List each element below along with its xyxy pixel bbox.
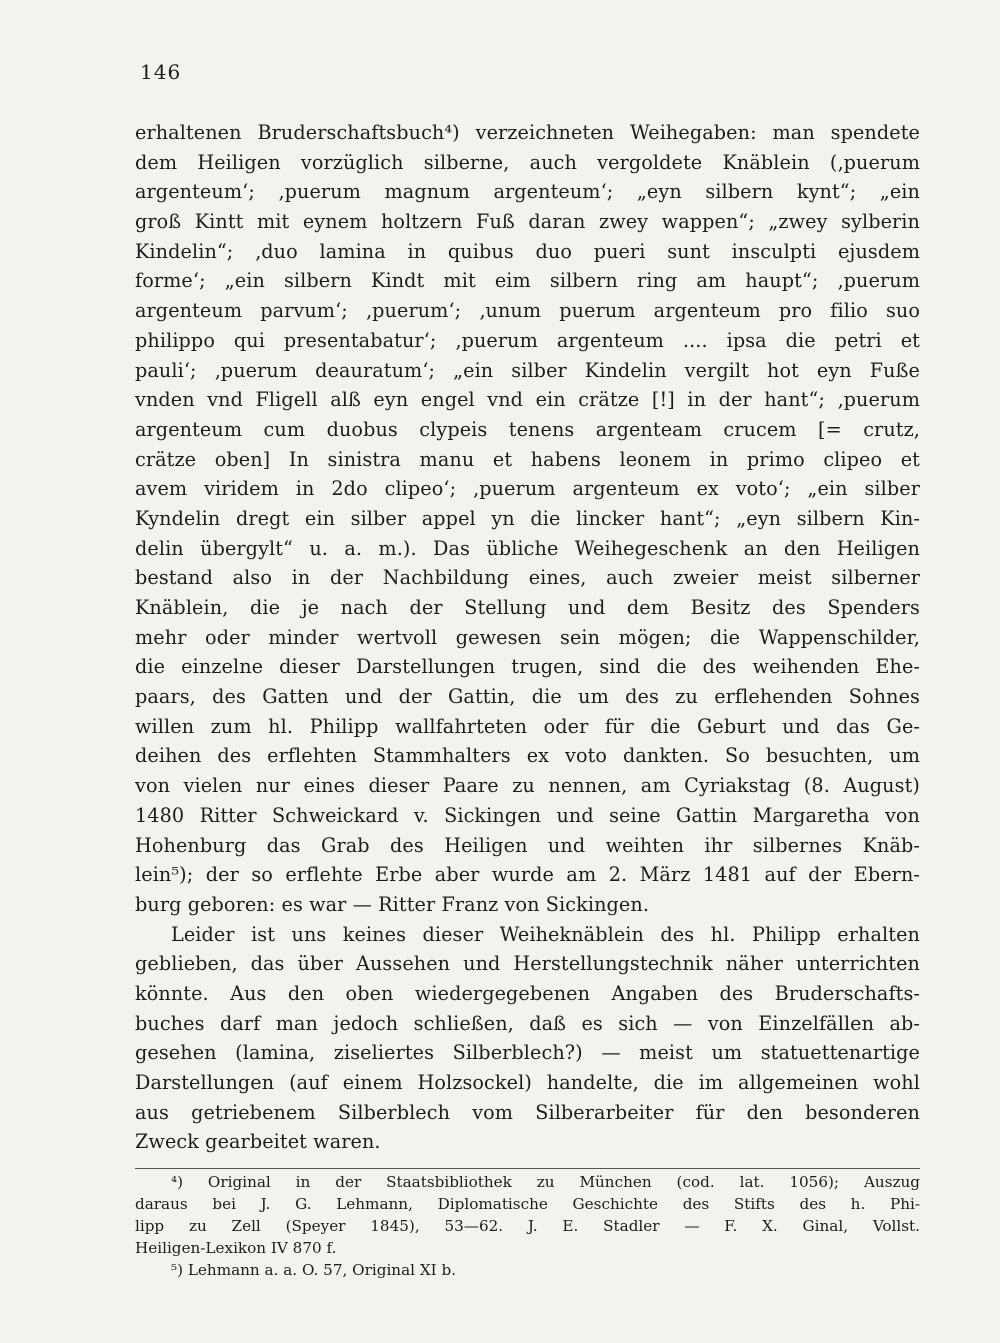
text-line: Darstellungen (auf einem Holzsockel) handelte, die im allgemeinen wohl [135,1071,920,1094]
footnote-line: daraus bei J. G. Lehmann, Diplomatische Geschichte des Stifts des h. Phi- [135,1195,920,1213]
text-line: delin übergylt“ u. a. m.). Das übliche Weihegeschenk an den Heiligen [135,536,920,560]
text-line: Kindelin“; ‚duo lamina in quibus duo pueri sunt insculpti ejusdem [135,239,920,263]
main-text [135,118,920,1157]
text-line: argenteum‘; ‚puerum magnum argenteum‘; „eyn silbern kynt“; „ein [135,180,920,204]
text-line: 1480 Ritter Schweickard v. Sickingen und seine Gattin Margaretha von [135,803,920,827]
footnotes [135,1168,920,1281]
text-line: Kyndelin dregt ein silber appel yn die lincker hant“; „eyn silbern Kin- [135,506,920,530]
text-line: gesehen (lamina, ziseliertes Silberblech?) — meist um statuettenartige [135,1041,920,1065]
text-line: Zweck gearbeitet waren. [135,1130,381,1154]
text-line: vnden vnd Fligell alß eyn engel vnd ein crätze [!] in der hant“; ‚puerum [135,388,920,412]
text-line: paars, des Gatten und der Gattin, die um des zu erflehenden Sohnes [135,685,920,709]
text-line: willen zum hl. Philipp wallfahrteten oder für die Geburt und das Ge- [135,714,920,738]
text-line: deihen des erflehten Stammhalters ex voto dankten. So besuchten, um [135,744,920,768]
text-line: bestand also in der Nachbildung eines, auch zweier meist silberner [135,566,920,590]
text-line: argenteum cum duobus clypeis tenens argenteam crucem [= crutz, [135,417,920,441]
text-line: groß Kintt mit eynem holtzern Fuß daran zwey wappen“; „zwey sylberin [135,210,920,234]
text-line: geblieben, das über Aussehen und Herstellungstechnik näher unterrichten [135,952,920,976]
text-line: burg geboren: es war — Ritter Franz von Sickingen. [135,892,650,916]
text-line: crätze oben] In sinistra manu et habens leonem in primo clipeo et [135,447,920,471]
text-line: pauli‘; ‚puerum deauratum‘; „ein silber Kindelin vergilt hot eyn Fuße [135,358,920,382]
text-line: forme‘; „ein silbern Kindt mit eim silbern ring am haupt“; ‚puerum [135,269,920,293]
text-line: aus getriebenem Silberblech vom Silberarbeiter für den besonderen [135,1100,920,1124]
text-line: erhaltenen Bruderschaftsbuch⁴) verzeichneten Weihegaben: man spendete [135,121,920,144]
text-line: Hohenburg das Grab des Heiligen und weihten ihr silbernes Knäb- [135,833,920,857]
text-line: argenteum parvum‘; ‚puerum‘; ‚unum puerum argenteum pro filio suo [135,299,920,323]
text-line: Knäblein, die je nach der Stellung und dem Besitz des Spenders [135,596,920,619]
text-line: avem viridem in 2do clipeo‘; ‚puerum argenteum ex voto‘; „ein silber [135,477,920,501]
text-line: buches darf man jedoch schließen, daß es sich — von Einzelfällen ab- [135,1011,920,1035]
text-line: von vielen nur eines dieser Paare zu nennen, am Cyriakstag (8. August) [135,774,920,798]
text-line: dem Heiligen vorzüglich silberne, auch vergoldete Knäblein (‚puerum [135,150,920,174]
text-line: könnte. Aus den oben wiedergegebenen Angaben des Bruderschafts- [135,981,920,1005]
text-line: Leider ist uns keines dieser Weiheknäblein des hl. Philipp erhalten [171,922,920,946]
text-line: mehr oder minder wertvoll gewesen sein mögen; die Wappenschilder, [135,625,920,649]
footnote-line: ⁴) Original in der Staatsbibliothek zu München (cod. lat. 1056); Auszug [171,1173,920,1191]
text-line: philippo qui presentabatur‘; ‚puerum argenteum .... ipsa die petri et [135,328,920,352]
footnote-line: ⁵) Lehmann a. a. O. 57, Original XI b. [171,1261,457,1279]
page-number: 146 [140,60,182,84]
text-line: lein⁵); der so erflehte Erbe aber wurde am 2. März 1481 auf der Ebern- [135,863,920,887]
footnote-line: lipp zu Zell (Speyer 1845), 53—62. J. E. Stadler — F. X. Ginal, Vollst. [135,1217,920,1235]
footnote-line: Heiligen-Lexikon IV 870 f. [135,1239,337,1257]
text-line: die einzelne dieser Darstellungen trugen, sind die des weihenden Ehe- [135,655,920,679]
